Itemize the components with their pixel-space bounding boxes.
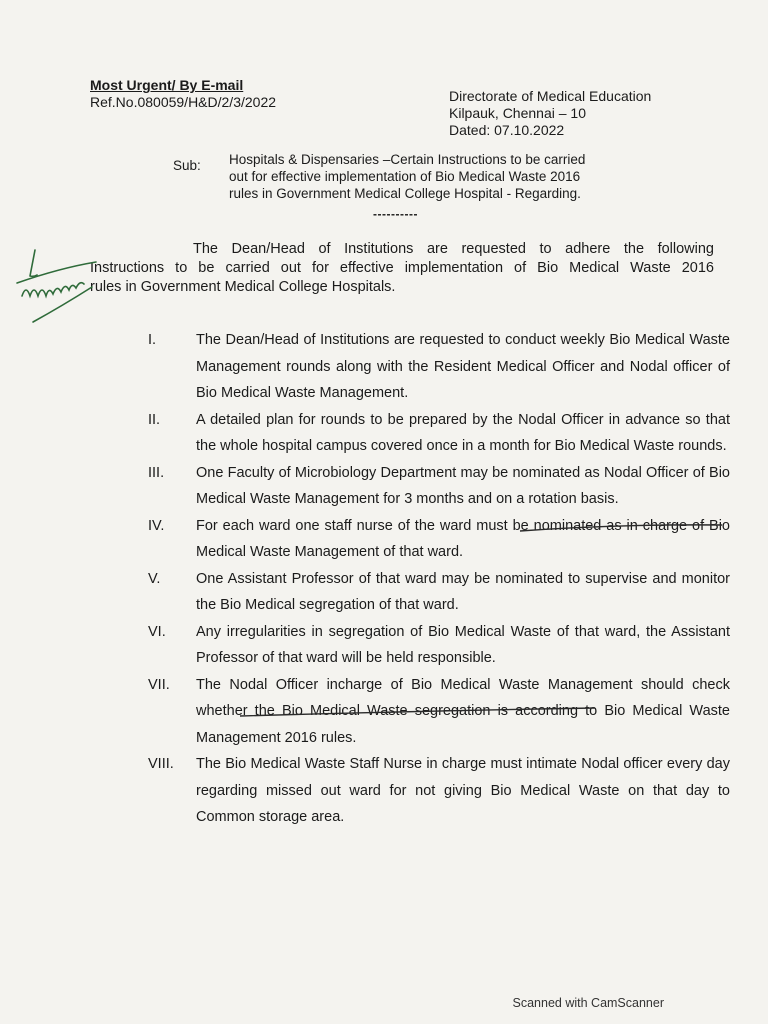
instruction-number: VII. bbox=[148, 676, 170, 693]
subject-line: Hospitals & Dispensaries –Certain Instructions to be carried bbox=[229, 152, 586, 167]
separator: ---------- bbox=[373, 207, 418, 221]
pen-underline bbox=[240, 708, 595, 716]
instruction-text: The Bio Medical Waste Staff Nurse in charge must intimate Nodal officer every day regarding missed out ward for not giving Bio Medical Waste on that day to Common storage area. bbox=[196, 756, 730, 825]
instruction-text: A detailed plan for rounds to be prepared by the Nodal Officer in advance so that the whole hospital campus covered once in a month for Bio Medical Waste rounds. bbox=[196, 411, 730, 454]
subject-line: out for effective implementation of Bio Medical Waste 2016 bbox=[229, 169, 581, 184]
instruction-number: VI. bbox=[148, 623, 166, 640]
instruction-text: The Nodal Officer incharge of Bio Medical Waste Management should check whether the Bio Medical Waste segregation is according to Bio Medical Waste Management 2016 rules. bbox=[196, 676, 730, 746]
pen-underline bbox=[520, 525, 722, 531]
subject-line: rules in Government Medical College Hospital - Regarding. bbox=[229, 186, 581, 201]
instruction-number: IV. bbox=[148, 517, 165, 534]
intro-line: rules in Government Medical College Hospitals. bbox=[90, 279, 396, 295]
instruction-number: VIII. bbox=[148, 756, 174, 772]
instruction-text: One Assistant Professor of that ward may be nominated to supervise and monitor the Bio Medical segregation of that ward. bbox=[196, 570, 730, 613]
instruction-text: Any irregularities in segregation of Bio Medical Waste of that ward, the Assistant Professor of that ward will be held responsible. bbox=[196, 623, 730, 666]
urgency-heading: Most Urgent/ By E-mail bbox=[90, 77, 244, 93]
office-name: Directorate of Medical Education bbox=[449, 88, 652, 104]
intro-line: Instructions to be carried out for effective implementation of Bio Medical Waste 2016 bbox=[90, 260, 714, 276]
instruction-text: For each ward one staff nurse of the ward must be nominated as in charge of Bio Medical Waste Management of that ward. bbox=[196, 517, 730, 560]
instruction-number: III. bbox=[148, 464, 165, 481]
instruction-number: II. bbox=[148, 411, 161, 428]
scanner-watermark: Scanned with CamScanner bbox=[512, 996, 664, 1010]
handwritten-date-text: 1 10/10/2022 bbox=[0, 0, 6, 1]
subject-label: Sub: bbox=[173, 158, 201, 173]
reference-number: Ref.No.080059/H&D/2/3/2022 bbox=[90, 94, 277, 110]
instruction-number: I. bbox=[148, 332, 157, 348]
office-location: Kilpauk, Chennai – 10 bbox=[449, 105, 586, 121]
letter-date: Dated: 07.10.2022 bbox=[449, 122, 565, 138]
instruction-number: V. bbox=[148, 570, 161, 587]
instruction-text: One Faculty of Microbiology Department may be nominated as Nodal Officer of Bio Medical Waste Management for 3 months and on a rotation basis. bbox=[196, 464, 730, 507]
instruction-text: The Dean/Head of Institutions are requested to conduct weekly Bio Medical Waste Management rounds along with the Resident Medical Officer and Nodal officer of Bio Medical Waste Management. bbox=[196, 332, 730, 401]
handwritten-initials-mark bbox=[17, 250, 96, 322]
intro-line: The Dean/Head of Institutions are requested to adhere the following bbox=[193, 241, 714, 257]
